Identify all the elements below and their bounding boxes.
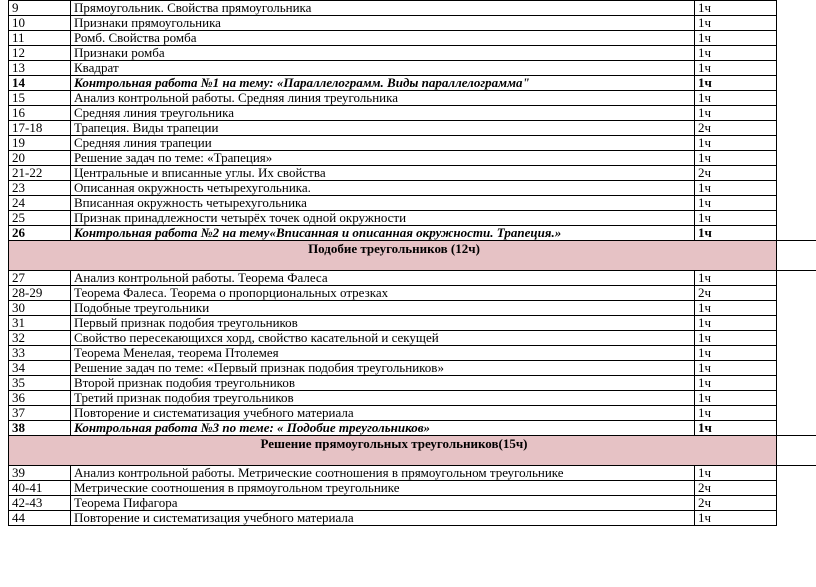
table-row (9, 196, 816, 211)
section-header-row (9, 436, 816, 466)
extra-cell (777, 436, 816, 466)
lesson-number-cell: 9 (9, 1, 71, 16)
topic-cell: Анализ контрольной работы. Теорема Фалеса (71, 271, 695, 286)
lesson-number-cell: 20 (9, 151, 71, 166)
hours-cell: 2ч (695, 496, 777, 511)
topic-cell: Свойство пересекающихся хорд, свойство касательной и секущей (71, 331, 695, 346)
lesson-number-cell: 12 (9, 46, 71, 61)
topic-cell: Метрические соотношения в прямоугольном треугольнике (71, 481, 695, 496)
hours-cell: 1ч (695, 151, 777, 166)
table-row (9, 16, 816, 31)
topic-cell: Средняя линия трапеции (71, 136, 695, 151)
hours-cell: 2ч (695, 166, 777, 181)
table-row (9, 511, 816, 526)
topic-cell: Контрольная работа №2 на тему«Вписанная и описанная окружности. Трапеция.» (71, 226, 695, 241)
extra-cell (777, 241, 816, 271)
extra-cell (777, 136, 816, 151)
extra-cell (777, 496, 816, 511)
extra-cell (777, 196, 816, 211)
extra-cell (777, 91, 816, 106)
table-row (9, 166, 816, 181)
lesson-number-cell: 19 (9, 136, 71, 151)
table-row (9, 226, 816, 241)
hours-cell: 1ч (695, 391, 777, 406)
hours-cell: 2ч (695, 481, 777, 496)
hours-cell: 1ч (695, 1, 777, 16)
lesson-number-cell: 16 (9, 106, 71, 121)
extra-cell (777, 106, 816, 121)
lesson-number-cell: 31 (9, 316, 71, 331)
topic-cell: Вписанная окружность четырехугольника (71, 196, 695, 211)
section-title: Подобие треугольников (12ч) (9, 241, 777, 271)
table-row (9, 301, 816, 316)
extra-cell (777, 151, 816, 166)
topic-cell: Повторение и систематизация учебного материала (71, 406, 695, 421)
extra-cell (777, 16, 816, 31)
lesson-number-cell: 34 (9, 361, 71, 376)
table-row (9, 121, 816, 136)
topic-cell: Квадрат (71, 61, 695, 76)
lesson-number-cell: 42-43 (9, 496, 71, 511)
hours-cell: 1ч (695, 136, 777, 151)
table-row (9, 346, 816, 361)
hours-cell: 1ч (695, 46, 777, 61)
topic-cell: Ромб. Свойства ромба (71, 31, 695, 46)
lesson-number-cell: 21-22 (9, 166, 71, 181)
lesson-number-cell: 27 (9, 271, 71, 286)
extra-cell (777, 121, 816, 136)
topic-cell: Анализ контрольной работы. Средняя линия треугольника (71, 91, 695, 106)
table-body (9, 1, 816, 526)
extra-cell (777, 286, 816, 301)
extra-cell (777, 46, 816, 61)
topic-cell: Подобные треугольники (71, 301, 695, 316)
hours-cell: 1ч (695, 406, 777, 421)
topic-cell: Анализ контрольной работы. Метрические соотношения в прямоугольном треугольнике (71, 466, 695, 481)
table-row (9, 46, 816, 61)
extra-cell (777, 226, 816, 241)
lesson-number-cell: 35 (9, 376, 71, 391)
topic-cell: Теорема Менелая, теорема Птолемея (71, 346, 695, 361)
table-row (9, 1, 816, 16)
topic-cell: Теорема Пифагора (71, 496, 695, 511)
section-title: Решение прямоугольных треугольников(15ч) (9, 436, 777, 466)
topic-cell: Описанная окружность четырехугольника. (71, 181, 695, 196)
table-row (9, 391, 816, 406)
hours-cell: 1ч (695, 76, 777, 91)
table-row (9, 481, 816, 496)
topic-cell: Решение задач по теме: «Трапеция» (71, 151, 695, 166)
extra-cell (777, 481, 816, 496)
hours-cell: 1ч (695, 346, 777, 361)
hours-cell: 1ч (695, 331, 777, 346)
table-row (9, 376, 816, 391)
hours-cell: 1ч (695, 316, 777, 331)
lesson-number-cell: 28-29 (9, 286, 71, 301)
extra-cell (777, 1, 816, 16)
hours-cell: 1ч (695, 91, 777, 106)
table-row (9, 76, 816, 91)
lesson-plan-table (8, 0, 816, 526)
topic-cell: Третий признак подобия треугольников (71, 391, 695, 406)
hours-cell: 1ч (695, 16, 777, 31)
lesson-number-cell: 38 (9, 421, 71, 436)
hours-cell: 1ч (695, 376, 777, 391)
lesson-number-cell: 24 (9, 196, 71, 211)
extra-cell (777, 211, 816, 226)
hours-cell: 1ч (695, 31, 777, 46)
extra-cell (777, 406, 816, 421)
table-row (9, 31, 816, 46)
extra-cell (777, 166, 816, 181)
extra-cell (777, 181, 816, 196)
topic-cell: Прямоугольник. Свойства прямоугольника (71, 1, 695, 16)
extra-cell (777, 421, 816, 436)
table-row (9, 136, 816, 151)
lesson-number-cell: 11 (9, 31, 71, 46)
table-row (9, 181, 816, 196)
lesson-number-cell: 37 (9, 406, 71, 421)
lesson-number-cell: 10 (9, 16, 71, 31)
extra-cell (777, 391, 816, 406)
table-row (9, 61, 816, 76)
extra-cell (777, 271, 816, 286)
topic-cell: Контрольная работа №3 по теме: « Подобие треугольников» (71, 421, 695, 436)
lesson-number-cell: 33 (9, 346, 71, 361)
extra-cell (777, 301, 816, 316)
hours-cell: 1ч (695, 301, 777, 316)
hours-cell: 1ч (695, 466, 777, 481)
topic-cell: Трапеция. Виды трапеции (71, 121, 695, 136)
lesson-number-cell: 17-18 (9, 121, 71, 136)
lesson-number-cell: 39 (9, 466, 71, 481)
table-row (9, 211, 816, 226)
lesson-number-cell: 26 (9, 226, 71, 241)
lesson-number-cell: 30 (9, 301, 71, 316)
extra-cell (777, 466, 816, 481)
lesson-number-cell: 40-41 (9, 481, 71, 496)
hours-cell: 1ч (695, 361, 777, 376)
extra-cell (777, 376, 816, 391)
hours-cell: 2ч (695, 286, 777, 301)
table-row (9, 106, 816, 121)
hours-cell: 1ч (695, 271, 777, 286)
lesson-number-cell: 13 (9, 61, 71, 76)
extra-cell (777, 331, 816, 346)
hours-cell: 2ч (695, 121, 777, 136)
section-header-row (9, 241, 816, 271)
table-row (9, 151, 816, 166)
lesson-number-cell: 44 (9, 511, 71, 526)
extra-cell (777, 316, 816, 331)
extra-cell (777, 31, 816, 46)
lesson-number-cell: 36 (9, 391, 71, 406)
topic-cell: Решение задач по теме: «Первый признак подобия треугольников» (71, 361, 695, 376)
topic-cell: Второй признак подобия треугольников (71, 376, 695, 391)
extra-cell (777, 361, 816, 376)
topic-cell: Признаки ромба (71, 46, 695, 61)
extra-cell (777, 511, 816, 526)
hours-cell: 1ч (695, 181, 777, 196)
extra-cell (777, 346, 816, 361)
table-row (9, 271, 816, 286)
lesson-number-cell: 32 (9, 331, 71, 346)
hours-cell: 1ч (695, 511, 777, 526)
lesson-number-cell: 25 (9, 211, 71, 226)
hours-cell: 1ч (695, 226, 777, 241)
topic-cell: Признаки прямоугольника (71, 16, 695, 31)
topic-cell: Контрольная работа №1 на тему: «Параллелограмм. Виды параллелограмма" (71, 76, 695, 91)
topic-cell: Повторение и систематизация учебного материала (71, 511, 695, 526)
table-row (9, 316, 816, 331)
topic-cell: Первый признак подобия треугольников (71, 316, 695, 331)
hours-cell: 1ч (695, 106, 777, 121)
hours-cell: 1ч (695, 421, 777, 436)
extra-cell (777, 76, 816, 91)
table-row (9, 361, 816, 376)
extra-cell (777, 61, 816, 76)
table-row (9, 91, 816, 106)
table-row (9, 421, 816, 436)
table-row (9, 286, 816, 301)
lesson-number-cell: 23 (9, 181, 71, 196)
lesson-number-cell: 15 (9, 91, 71, 106)
table-row (9, 466, 816, 481)
table-row (9, 496, 816, 511)
hours-cell: 1ч (695, 211, 777, 226)
hours-cell: 1ч (695, 61, 777, 76)
topic-cell: Признак принадлежности четырёх точек одной окружности (71, 211, 695, 226)
topic-cell: Средняя линия треугольника (71, 106, 695, 121)
table-row (9, 406, 816, 421)
hours-cell: 1ч (695, 196, 777, 211)
table-row (9, 331, 816, 346)
topic-cell: Центральные и вписанные углы. Их свойства (71, 166, 695, 181)
lesson-number-cell: 14 (9, 76, 71, 91)
topic-cell: Теорема Фалеса. Теорема о пропорциональных отрезках (71, 286, 695, 301)
